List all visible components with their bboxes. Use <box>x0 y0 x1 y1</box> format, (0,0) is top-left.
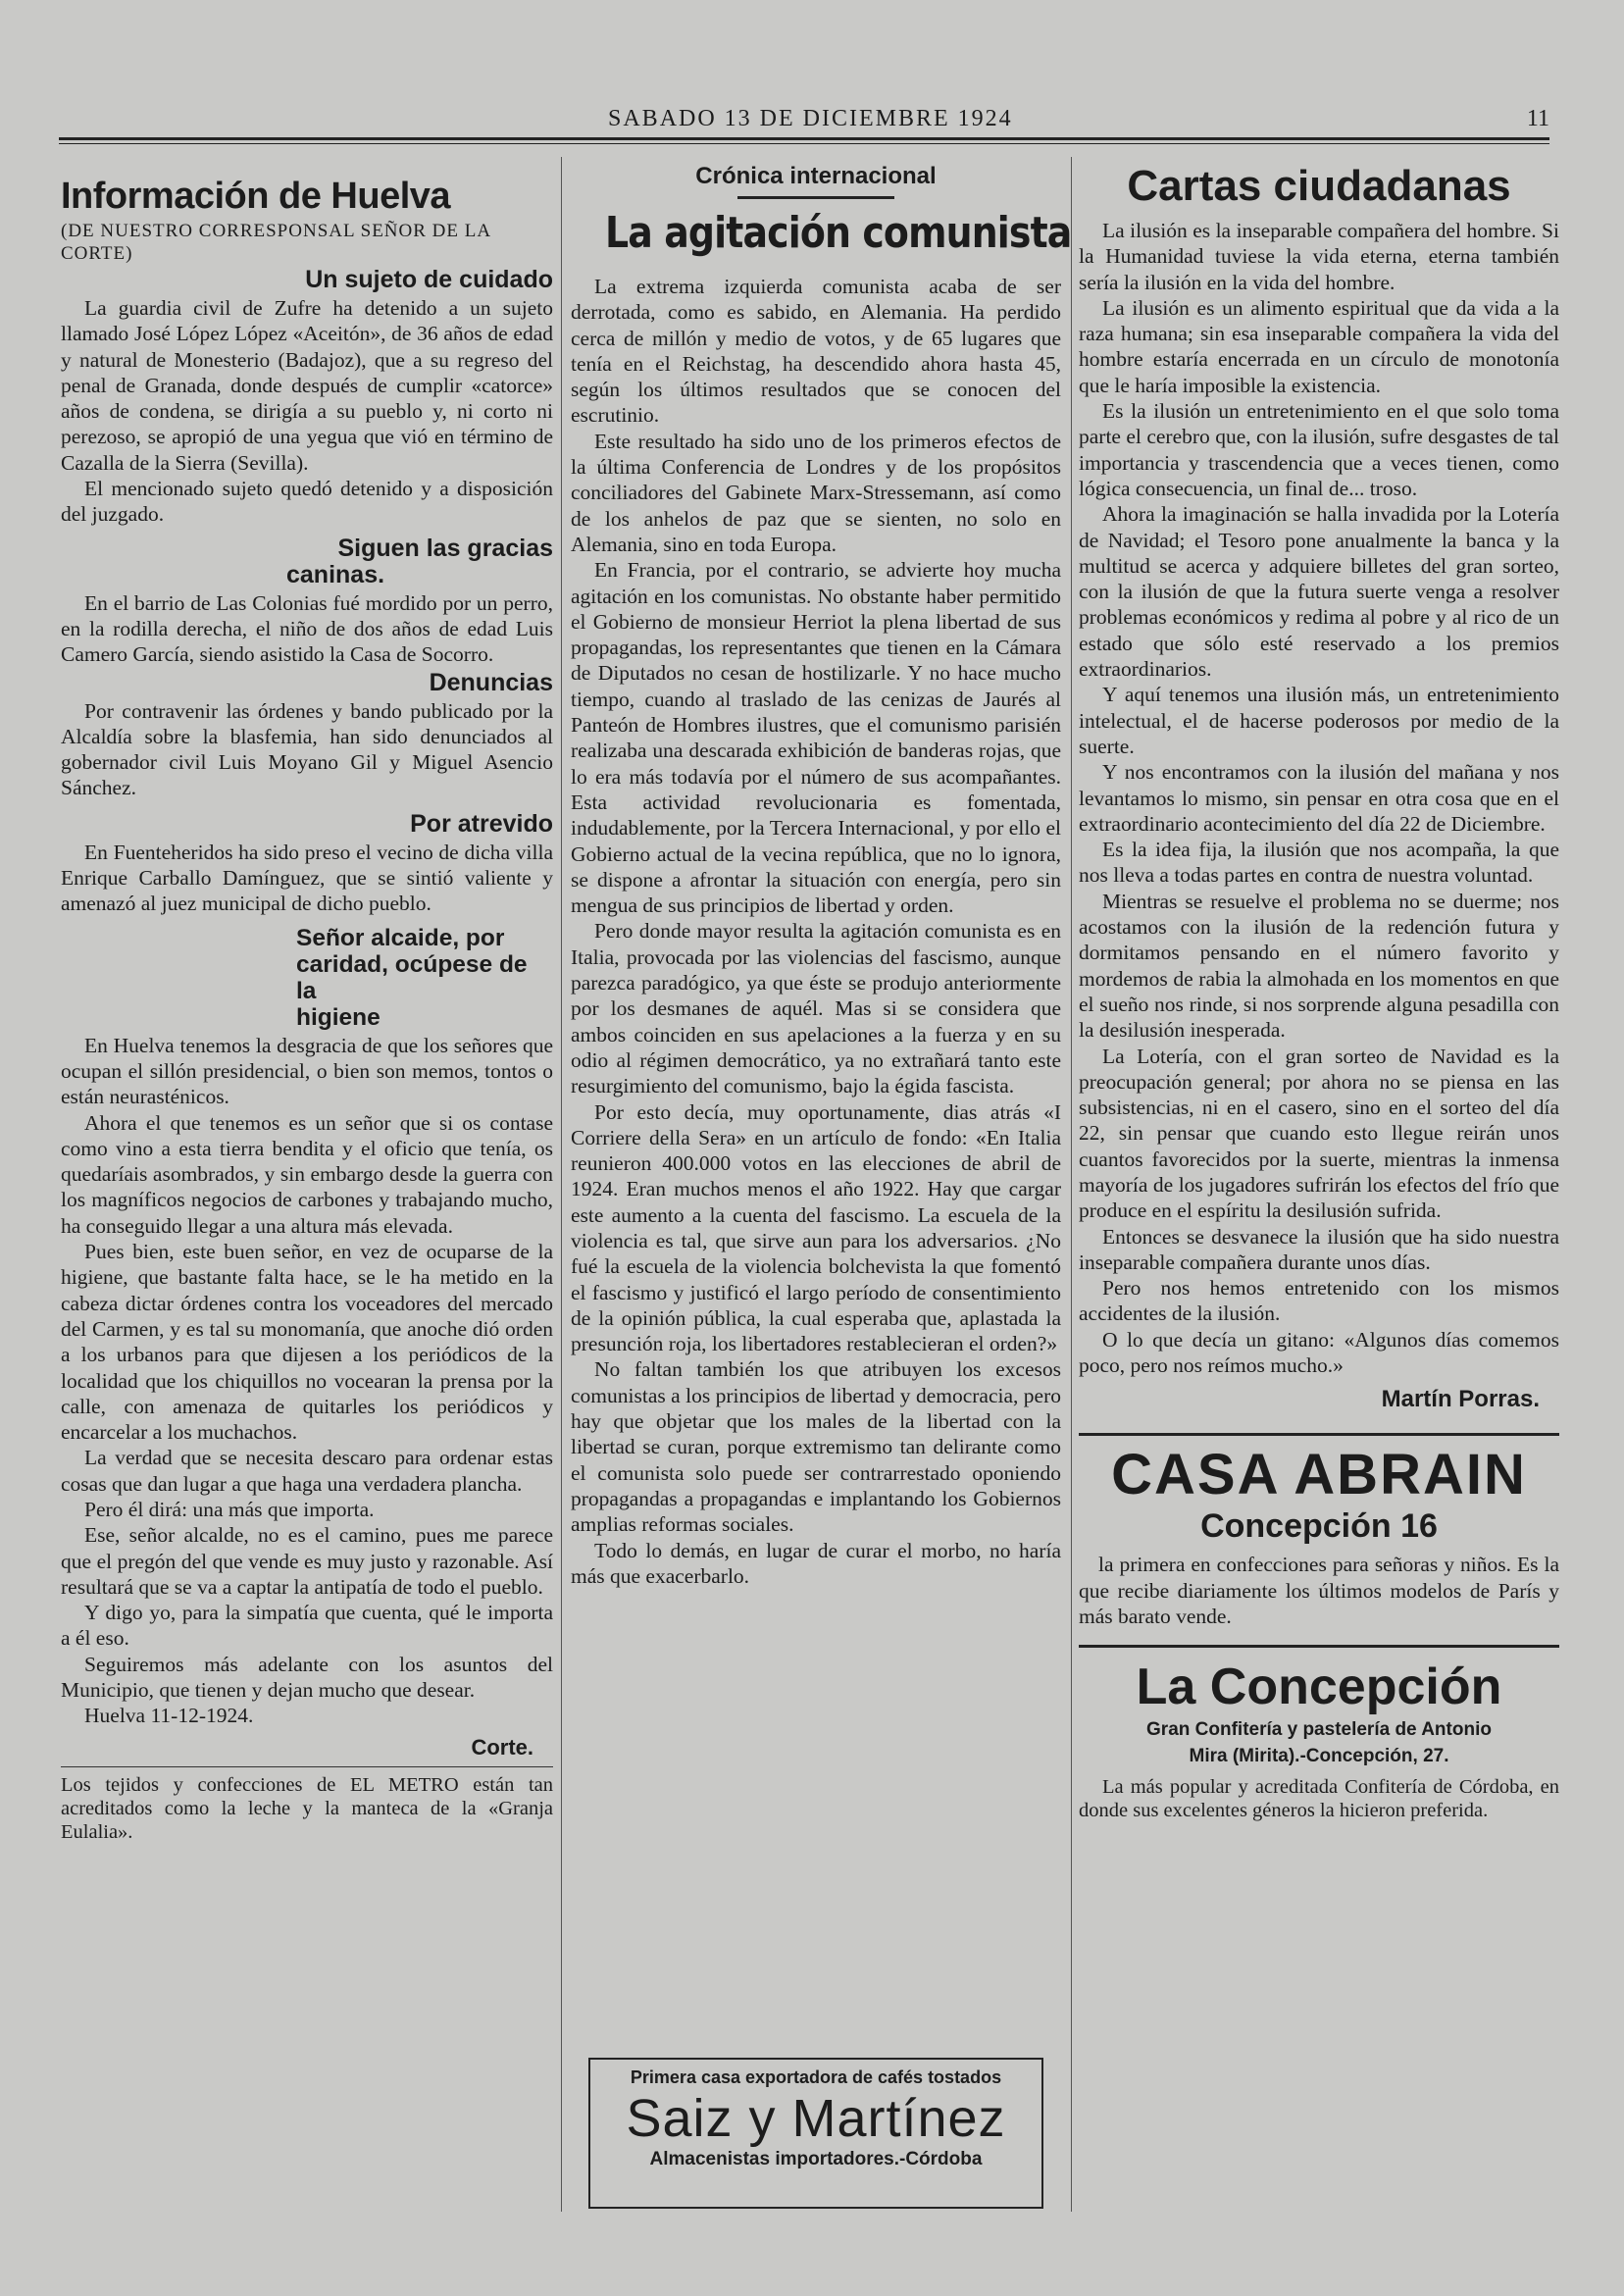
paragraph: Es la idea fija, la ilusión que nos acompaña, la que nos lleva a todas partes en contra de nuestra voluntad. <box>1079 838 1559 888</box>
paragraph: Por esto decía, muy oportunamente, dias atrás «I Corriere della Sera» en un artículo de fondo: «En Italia reunieron 400.000 votos en las elecciones de abril de 1924. Eran muchos menos el año 1922. Hay que cargar este aumento a la cuenta del fascismo. La escuela de la violencia es tal, que sirve aun para los adversarios. ¿No fué la escuela de la violencia bolchevista la que fomentó el fascismo y justificó el largo período de consentimiento de la opinión pública, la cual esperaba que, aplastada la presunción roja, los libertadores restablecieran el orden?» <box>571 1099 1061 1356</box>
paragraph: En Fuenteheridos ha sido preso el vecino de dicha villa Enrique Carballo Damínguez, que se sintió valiente y amenazó al juez municipal de dicho pueblo. <box>61 840 553 916</box>
page-number: 11 <box>1526 106 1549 131</box>
subhead-sujeto: Un sujeto de cuidado <box>305 266 553 293</box>
column-divider <box>1071 157 1072 2212</box>
footer-notice: Los tejidos y confecciones de EL METRO están tan acreditados como la leche y la manteca de la «Granja Eulalia». <box>61 1773 553 1843</box>
subhead-denuncias: Denuncias <box>429 668 553 696</box>
divider <box>1079 1433 1559 1436</box>
section-label: Crónica internacional <box>695 163 937 189</box>
paragraph: La ilusión es la inseparable compañera del hombre. Si la Humanidad tuviese la vida eterna, eterna también sería la ilusión en la vida del hombre. <box>1079 219 1559 294</box>
ad-la-concepcion-line: Gran Confitería y pastelería de Antonio <box>1146 1719 1492 1741</box>
column-cronica <box>571 157 1072 1589</box>
header-rule <box>59 137 1549 144</box>
paragraph: En el barrio de Las Colonias fué mordido por un perro, en la rodilla derecha, el niño de dos años de edad Luis Camero García, siendo asistido la Casa de Socorro. <box>61 590 553 667</box>
paragraph: Pero donde mayor resulta la agitación comunista es en Italia, provocada por las violencias del fascismo, aunque parezca paradógico, ya que éste se produjo anteriormente por los desmanes de aquél. Mas si se considera que ambos coinciden en sus apelaciones a la fuerza y en su odio al régimen democrático, ya no extrañará tanto este resurgimiento del comunismo, bajo la égida fascista. <box>571 919 1061 1098</box>
subhead-line: higiene <box>296 1003 381 1031</box>
paragraph: Seguiremos más adelante con los asuntos del Municipio, que tienen y dejan mucho que desear. <box>61 1652 553 1703</box>
paragraph: O lo que decía un gitano: «Algunos días comemos poco, pero nos reímos mucho.» <box>1079 1327 1559 1378</box>
section-title-huelva: Información de Huelva <box>61 176 451 217</box>
ad-tagline: Primera casa exportadora de cafés tostados <box>630 2067 1002 2087</box>
paragraph: Entonces se desvanece la ilusión que ha sido nuestra inseparable compañera durante unos días. <box>1079 1224 1559 1274</box>
paragraph: La Lotería, con el gran sorteo de Navidad es la preocupación general; por ahora no se piensa en las subsistencias, ni en el casero, sino en el sorteo del día 22, sin pensar que cuando esto llegue reirán unos cuantos favorecidos por la suerte, mientras la inmensa mayoría de los jugadores sufrirán los efectos del frío que produce en el espíritu la desilusión sufrida. <box>1079 1044 1559 1223</box>
divider <box>61 1766 553 1767</box>
paragraph: Ese, señor alcalde, no es el camino, pues me parece que el pregón del que vende es muy justo y razonable. Así resultará que se va a captar la antipatía de todo el pueblo. <box>61 1523 553 1599</box>
subhead-caninas <box>61 536 553 588</box>
paragraph: Ahora el que tenemos es un señor que si os contase como vino a esta tierra bendita y el oficio que tenía, os quedaríais asombrados, y sin embargo desde la guerra con los magníficos negocios de carbones y trabajando mucho, ha conseguido llegar a una altura más elevada. <box>61 1110 553 1238</box>
paragraph: La ilusión es un alimento espiritual que da vida a la raza humana; sin esa inseparable compañera la vida del hombre estaría encerrada en un círculo de monotonía que le haría imposible la existencia. <box>1079 295 1559 397</box>
paragraph: Es la ilusión un entretenimiento en el que solo toma parte el cerebro que, con la ilusión, sufre desgastes de tal importancia y trascendencia que a veces tienen, como lógica consecuencia, un final de... troso. <box>1079 399 1559 500</box>
paragraph: Y aquí tenemos una ilusión más, un entretenimiento intelectual, el de hacerse poderosos por medio de la suerte. <box>1079 683 1559 758</box>
paragraph: Y digo yo, para la simpatía que cuenta, qué le importa a él eso. <box>61 1601 553 1651</box>
paragraph: Pues bien, este buen señor, en vez de ocuparse de la higiene, que bastante falta hace, se le ha metido en la cabeza dictar órdenes contra los voceadores del mercado del Carmen, y es tal su monomanía, que anoche dió orden a los urbanos para que dijesen a los periódicos de la localidad que los chiquillos no vocearan la prensa por la calle, con amenaza de quitarles los periódicos y encarcelar a los muchachos. <box>61 1240 553 1445</box>
paragraph: Por contravenir las órdenes y bando publicado por la Alcaldía sobre la blasfemia, han sido denunciados al gobernador civil Luis Moyano Gil y Miguel Asencio Sánchez. <box>61 698 553 800</box>
ad-brand: Saiz y Martínez <box>626 2089 1006 2148</box>
ad-la-concepcion-text: La más popular y acreditada Confitería de Córdoba, en donde sus excelentes géneros la hicieron preferida. <box>1079 1776 1559 1822</box>
paragraph: Pero nos hemos entretenido con los mismos accidentes de la ilusión. <box>1079 1276 1559 1326</box>
section-title-cartas: Cartas ciudadanas <box>1127 162 1511 210</box>
column-cartas <box>1079 157 1559 1822</box>
signature-corte: Corte. <box>471 1734 533 1760</box>
subhead-line: Señor alcaide, por caridad, ocúpese de la <box>296 924 528 1004</box>
ad-la-concepcion-line: Mira (Mirita).-Concepción, 27. <box>1189 1746 1449 1767</box>
signature-porras: Martín Porras. <box>1381 1386 1540 1413</box>
subhead-line: caninas. <box>286 560 385 588</box>
dateline: Huelva 11-12-1924. <box>84 1704 254 1728</box>
page-header <box>59 106 1549 139</box>
header-date: SABADO 13 DE DICIEMBRE 1924 <box>608 106 1013 131</box>
ad-casa-abrain-address: Concepción 16 <box>1200 1507 1438 1546</box>
paragraph: En Huelva tenemos la desgracia de que los señores que ocupan el sillón presidencial, o bien son memos, tontos o están neurasténicos. <box>61 1033 553 1109</box>
paragraph: Mientras se resuelve el problema no se duerme; nos acostamos con la ilusión de la redención futura y dormitamos pensando en el número favorito y mordemos de rabia la almohada en los momentos en que el sueño nos rinde, si nos sorprende alguna pesadilla con la desilusión inesperada. <box>1079 889 1559 1043</box>
paragraph: Pero él dirá: una más que importa. <box>84 1497 375 1521</box>
subhead-alcaide <box>61 925 553 1031</box>
ad-casa-abrain-text: la primera en confecciones para señoras y niños. Es la que recibe diariamente los últimos modelos de París y más barato vende. <box>1079 1553 1559 1628</box>
paragraph: La guardia civil de Zufre ha detenido a un sujeto llamado José López López «Aceitón», de 36 años de edad y natural de Monesterio (Badajoz), que a su regreso del penal de Granada, donde después de cumplir «catorce» años de condena, se dirigía a su pueblo y, ni corto ni perezoso, se apropió de una yegua que vió en término de Cazalla de la Sierra (Sevilla). <box>61 296 553 475</box>
paragraph: Todo lo demás, en lugar de curar el morbo, no haría más que exacerbarlo. <box>571 1538 1061 1588</box>
paragraph: La extrema izquierda comunista acaba de ser derrotada, como es sabido, en Alemania. Ha perdido cerca de millón y medio de votos, y de 65 lugares que tenía en el Reichstag, ha descendido ahora hasta 45, según los últimos resultados que se conocen del escrutinio. <box>571 275 1061 428</box>
column-huelva <box>61 157 553 1844</box>
divider <box>737 196 894 199</box>
paragraph: La verdad que se necesita descaro para ordenar estas cosas que dan lugar a que haga una verdadera plancha. <box>61 1446 553 1496</box>
subhead-line: Siguen las gracias <box>337 534 553 562</box>
article-title: La agitación comunista <box>605 208 1072 258</box>
ad-saiz-martinez <box>588 2058 1043 2209</box>
paragraph: Ahora la imaginación se halla invadida por la Lotería de Navidad; el Tesoro pone anualmente la banca y la multitud se acerca y adquiere billetes del gran sorteo, con la ilusión de que la futura suerte venga a resolver problemas económicos y redima al pobre y al rico de un estado que sólo esté reservado a los premios extraordinarios. <box>1079 502 1559 682</box>
column-divider <box>561 157 562 2212</box>
paragraph: No faltan también los que atribuyen los excesos comunistas a los principios de libertad y democracia, pero hay que objetar que los males de la libertad con la libertad se curan, porque extremismo tan delirante como el comunista solo puede ser contrarrestado oponiendo propagandas a propagandas e implantando los Gobiernos amplias reformas sociales. <box>571 1357 1061 1537</box>
paragraph: Y nos encontramos con la ilusión del mañana y nos levantamos lo mismo, sin pensar en otra cosa que en el extraordinario acontecimiento del día 22 de Diciembre. <box>1079 760 1559 836</box>
ad-casa-abrain: CASA ABRAIN <box>1111 1443 1527 1507</box>
paragraph: Este resultado ha sido uno de los primeros efectos de la última Conferencia de Londres y de los propósitos conciliadores del Gabinete Marx-Stressemann, así como de los anhelos de paz que se sienten, no solo en Alemania, sino en toda Europa. <box>571 429 1061 556</box>
ad-la-concepcion: La Concepción <box>1136 1658 1502 1716</box>
byline: (DE NUESTRO CORRESPONSAL SEÑOR DE LA CORTE) <box>61 221 491 264</box>
paragraph: En Francia, por el contrario, se advierte hoy mucha agitación en los comunistas. No obstante haber permitido el Gobierno de monsieur Herriot la plena libertad de sus propagandas, los representantes que tienen en la Cámara de Diputados no cesan de hostilizarle. Y no hace mucho tiempo, cuando al traslado de las cenizas de Jaurés al Panteón de Hombres ilustres, que el comunismo parisién realizaba una descarada exhibición de banderas rojas, que lo era más todavía por el número de sus acompañantes. Esta actividad revolucionaria es fomentada, indudablemente, por la Tercera Internacional, y por ello el Gobierno actual de la vecina república, que no lo ignora, se dispone a afrontar la situación con energía, pero sin mengua de sus principios de libertad y orden. <box>571 558 1061 918</box>
paragraph: El mencionado sujeto quedó detenido y a disposición del juzgado. <box>61 477 553 527</box>
divider <box>1079 1645 1559 1648</box>
subhead-atrevido: Por atrevido <box>410 809 553 838</box>
ad-subline: Almacenistas importadores.-Córdoba <box>649 2149 983 2169</box>
